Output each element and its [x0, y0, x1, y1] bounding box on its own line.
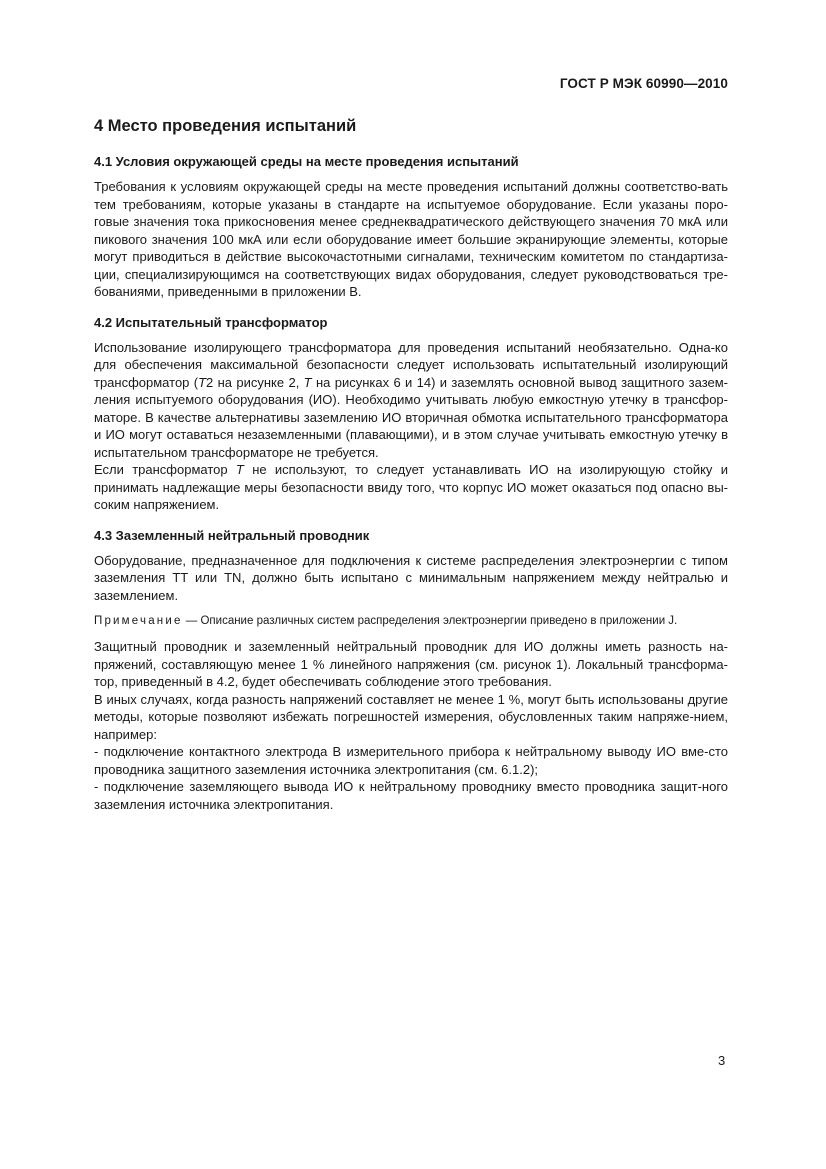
list-item-1: - подключение контактного электрода B измерительного прибора к нейтральному выводу ИО вме-сто проводника защитного заземления источника электропитания (см. 6.1.2);: [94, 744, 728, 777]
list-item-2: - подключение заземляющего вывода ИО к нейтральному проводнику вместо проводника защит-ного заземления источника электропитания.: [94, 779, 728, 812]
paragraph-4-3-2: Защитный проводник и заземленный нейтральный проводник для ИО должны иметь разность на-пряжений, составляющую менее 1 % линейного напряжения (см. рисунок 1). Локальный трансформа-тор, приведенный в 4.2, будет обеспечивать соблюдение этого требования.: [94, 639, 728, 689]
standard-designation: ГОСТ Р МЭК 60990—2010: [559, 76, 728, 91]
symbol-t2: T: [198, 374, 207, 390]
text-run: Если трансформатор: [94, 462, 236, 477]
paragraph-4-1: Требования к условиям окружающей среды на месте проведения испытаний должны соответство-вать тем требованиям, которые указаны в стандарте на испытуемое оборудование. Если указаны поро-говые значения тока прикосновения менее среднеквадратического действующего значения 70 мкА или пикового значения 100 мкА или если оборудование имеет большие экранирующие элементы, которые могут приводиться в действие высокочастотными сигналами, техническим комитетом по стандартиза-ции, специализирующимся на соответствующих видах оборудования, следует руководствоваться тре-бованиями, приведенными в приложении B.: [94, 179, 728, 299]
note-text: — Описание различных систем распределения электроэнергии приведено в приложении J.: [182, 615, 678, 627]
note-label: Примечание: [94, 615, 183, 627]
symbol-t: T: [303, 374, 312, 390]
paragraph-4-3-1: Оборудование, предназначенное для подключения к системе распределения электроэнергии с типом заземления TT или TN, должно быть испытано с минимальным напряжением между нейтралью и заземлением.: [94, 552, 728, 603]
text-run: на рисунках 6 и 14) и заземлять основной вывод защитного зазем-ления испытуемого оборудования (ИО). Необходимо учитывать любую емкостную утечку в трансфор-маторе. В качестве альтернативы заземлению ИО вторичная обмотка испытательного трансформатора и ИО могут оставаться незаземленными (плавающими), и в этом случае учитывать емкостную утечку в испытательном трансформаторе не требуется.: [94, 374, 728, 460]
subsection-4-1-title: 4.1 Условия окружающей среды на месте проведения испытаний: [94, 154, 519, 169]
text-run: не используют, то следует устанавливать ИО на изолирующую стойку и принимать надлежащие меры безопасности ввиду того, что корпус ИО может оказаться под опасно вы-соким напряжением.: [94, 462, 728, 512]
page-number: 3: [718, 1053, 726, 1068]
subsection-4-3-title: 4.3 Заземленный нейтральный проводник: [94, 527, 370, 543]
section-title: 4 Место проведения испытаний: [94, 117, 357, 135]
text-run: Использование изолирующего трансформатора для проведения испытаний необязательно. Одна-ко для обеспечения максимальной безопасности следует использовать испытательный изолирующий трансформатор (: [94, 339, 728, 390]
subsection-4-2-title: 4.2 Испытательный трансформатор: [94, 314, 328, 330]
page-content: [94, 116, 728, 813]
note: [94, 613, 728, 629]
paragraph-4-2-1: [94, 339, 728, 462]
paragraph-4-2-2: [94, 461, 728, 514]
symbol-t: T: [235, 462, 244, 477]
paragraph-4-3-3: В иных случаях, когда разность напряжений составляет не менее 1 %, могут быть использованы другие методы, которые позволяют избежать погрешностей измерения, обусловленных таким напряже-нием, например:: [94, 691, 728, 742]
text-run: 2 на рисунке 2,: [206, 374, 304, 390]
